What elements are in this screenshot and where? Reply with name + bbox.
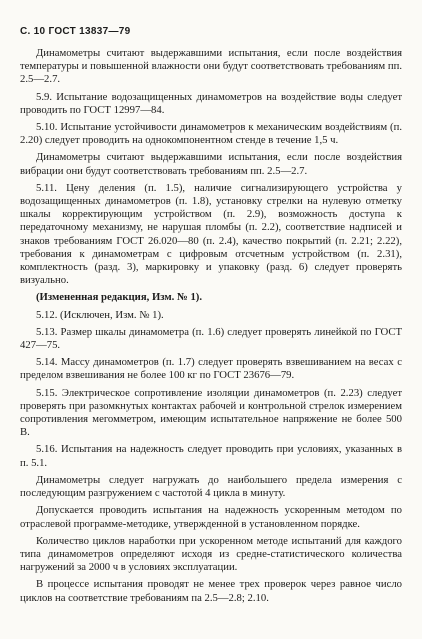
paragraph: 5.16. Испытания на надежность следует проводить при условиях, указанных в п. 5.1. [20,443,402,469]
amendment-note: (Измененная редакция, Изм. № 1). [36,291,203,304]
paragraph: Допускается проводить испытания на надежность ускоренным методом по отраслевой программе-методике, утвержденной в установленном порядке. [20,504,402,530]
document-body [20,47,402,605]
paragraph: 5.13. Размер шкалы динамометра (п. 1.6) следует проверять линейкой по ГОСТ 427—75. [20,325,402,352]
paragraph: 5.10. Испытание устойчивости динамометров к механическим воздействиям (п. 2.20) следует проводить на однокомпонентном стенде в течение 1,5 ч. [20,121,402,147]
paragraph: 5.9. Испытание водозащищенных динамометров на воздействие воды следует проводить по ГОСТ 12997—84. [20,90,402,116]
paragraph: 5.14. Массу динамометров (п. 1.7) следует проверять взвешиванием на весах с пределом взвешивания не более 100 кг по ГОСТ 23676—79. [20,356,402,382]
paragraph: В процессе испытания проводят не менее трех проверок через равное число циклов на соответствие требованиям па 2.5—2.8; 2.10. [20,578,402,604]
paragraph: Динамометры считают выдержавшими испытания, если после воздействия температуры и повышенной влажности они будут соответствовать требованиям пп. 2.5—2.7. [20,47,402,86]
paragraph: 5.11. Цену деления (п. 1.5), наличие сигнализирующего устройства у водозащищенных динамометров (п. 1.8), установку стрелки на нулевую отметку шкалы корректирующим устройством (п. 2.9), возможность доступа к передаточному механизму, не нарушая пломбы (п. 2.2), соответствие надписей и знаков требованиям ГОСТ 26.020—80 (п. 2.4), качество покрытий (п. 2.21; 2.22), требования к динамометрам с цифровым отсчетным устройством (п. 2.31), комплектность (разд. 3), маркировку и упаковку (разд. 6) следует проверять визуально. [20,181,402,287]
paragraph: Динамометры считают выдержавшими испытания, если после воздействия вибрации они будут соответствовать требованиям пп. 2.5—2.7. [20,151,402,177]
paragraph: 5.12. (Исключен, Изм. № 1). [36,308,164,321]
page-header: С. 10 ГОСТ 13837—79 [20,26,131,37]
paragraph: Динамометры следует нагружать до наибольшего предела измерения с последующим разгружением с частотой 4 цикла в минуту. [20,473,402,500]
paragraph: Количество циклов наработки при ускоренном методе испытаний для каждого типа динамометров определяют исходя из средне-статистического количества нагружений за 2000 ч в условиях эксплуатации. [20,534,402,574]
paragraph: 5.15. Электрическое сопротивление изоляции динамометров (п. 2.23) следует проверять при разомкнутых контактах рабочей и контрольной стрелок измерением сопротивления мегомметром, имеющим испытательное напряжение не более 500 В. [20,386,402,439]
